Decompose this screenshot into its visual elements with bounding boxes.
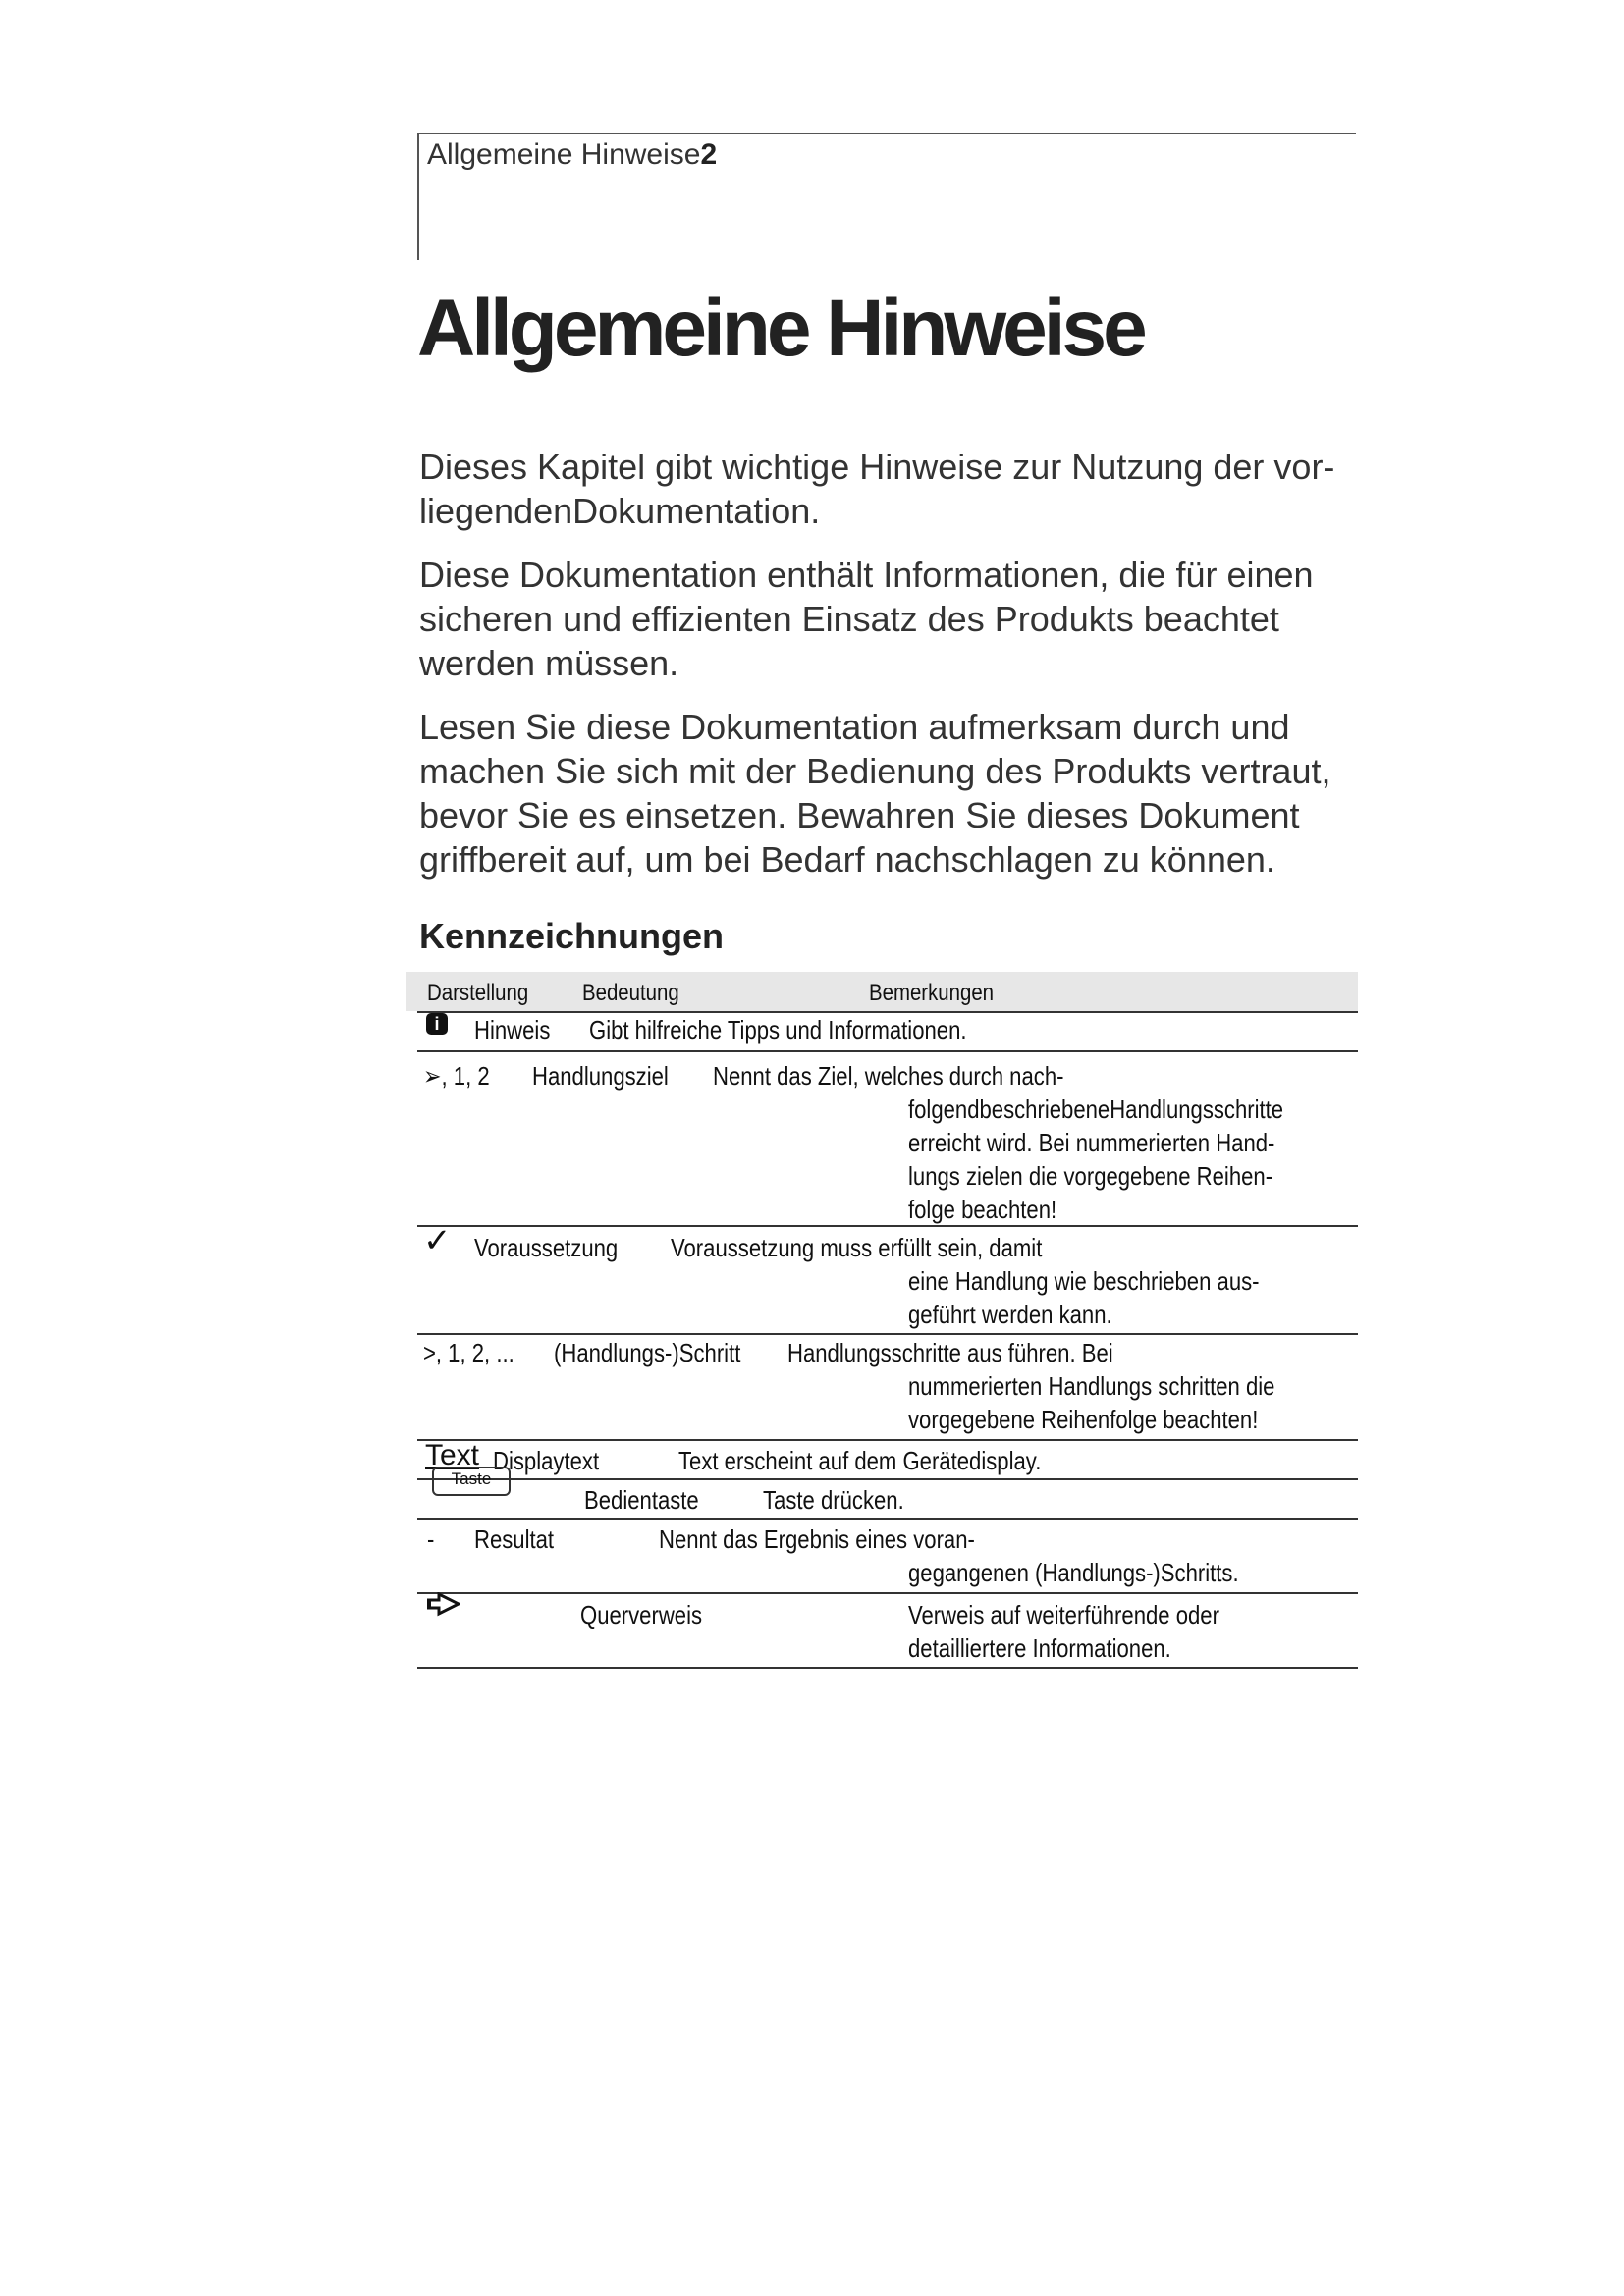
row-remark: Handlungsschritte aus führen. Bei: [787, 1338, 1113, 1367]
row-remark: Taste drücken.: [763, 1485, 904, 1515]
row-meaning: Bedientaste: [584, 1485, 699, 1515]
usage-paragraph: Lesen Sie diese Dokumentation aufmerksam durch und machen Sie sich mit der Bedienung des Produkts vertraut, bevor Sie es einsetzen. Bewahren Sie dieses Dokument griffbereit auf, um bei Bedarf nachschlagen zu können.: [419, 707, 1331, 880]
row-meaning: Resultat: [474, 1524, 555, 1554]
row-remark: Gibt hilfreiche Tipps und Informationen.: [589, 1015, 967, 1044]
row-symbol: >, 1, 2, ...: [423, 1338, 514, 1367]
row-divider: [417, 1478, 1358, 1480]
page-title: Allgemeine Hinweise: [417, 284, 1144, 373]
page-header: [417, 133, 1356, 260]
row-divider: [417, 1333, 1358, 1335]
row-remark: erreicht wird. Bei nummerierten Hand-: [908, 1128, 1275, 1157]
display-text-sample: Text: [425, 1439, 480, 1471]
row-remark: detailliertere Informationen.: [908, 1633, 1171, 1663]
row-remark: vorgegebene Reihenfolge beachten!: [908, 1405, 1259, 1434]
row-remark: Nennt das Ziel, welches durch nach-: [713, 1061, 1064, 1091]
row-remark: Nennt das Ergebnis eines voran-: [659, 1524, 975, 1554]
row-meaning: Handlungsziel: [532, 1061, 669, 1091]
row-remark: Voraussetzung muss erfüllt sein, damit: [671, 1233, 1043, 1262]
row-remark: gegangenen (Handlungs-)Schritts.: [908, 1558, 1239, 1587]
page-number: 2: [700, 138, 718, 171]
row-remark: Verweis auf weiterführende oder: [908, 1600, 1219, 1629]
row-remark: Text erscheint auf dem Gerätedisplay.: [678, 1446, 1042, 1475]
col-header-remarks: Bemerkungen: [869, 980, 995, 1006]
row-symbol: ➢, 1, 2: [423, 1061, 490, 1091]
row-remark: folgendbeschriebeneHandlungsschritte: [908, 1095, 1284, 1124]
header-label: Allgemeine Hinweise2: [427, 138, 718, 171]
row-remark: folge beachten!: [908, 1195, 1057, 1224]
col-header-representation: Darstellung: [427, 980, 529, 1006]
row-remark: lungs zielen die vorgegebene Reihen-: [908, 1161, 1273, 1191]
row-meaning: (Handlungs-)Schritt: [554, 1338, 741, 1367]
row-divider: [417, 1050, 1358, 1052]
row-symbol: -: [427, 1524, 435, 1554]
row-divider: [417, 1518, 1358, 1520]
row-meaning: Querverweis: [580, 1600, 703, 1629]
cross-reference-icon: [425, 1592, 460, 1618]
row-meaning: Displaytext: [493, 1446, 600, 1475]
info-icon: i: [426, 1013, 448, 1035]
row-divider: [417, 1225, 1358, 1227]
content-paragraph: Diese Dokumentation enthält Informationen, die für einen sicheren und effizienten Einsatz des Produkts beachtet werden müssen.: [419, 555, 1314, 683]
key-button-icon: Taste: [432, 1467, 511, 1496]
checkmark-icon: ✓: [423, 1222, 452, 1259]
row-remark: eine Handlung wie beschrieben aus-: [908, 1266, 1260, 1296]
row-divider: [417, 1592, 1358, 1594]
section-heading: Kennzeichnungen: [419, 916, 725, 956]
row-remark: geführt werden kann.: [908, 1300, 1112, 1329]
col-header-meaning: Bedeutung: [582, 980, 679, 1006]
row-remark: nummerierten Handlungs schritten die: [908, 1371, 1275, 1401]
row-meaning: Voraussetzung: [474, 1233, 619, 1262]
intro-paragraph: Dieses Kapitel gibt wichtige Hinweise zur Nutzung der vor-liegendenDokumentation.: [419, 447, 1335, 531]
table-header: [406, 972, 1358, 1011]
row-divider: [417, 1667, 1358, 1669]
row-divider: [417, 1439, 1358, 1441]
row-meaning: Hinweis: [474, 1015, 551, 1044]
